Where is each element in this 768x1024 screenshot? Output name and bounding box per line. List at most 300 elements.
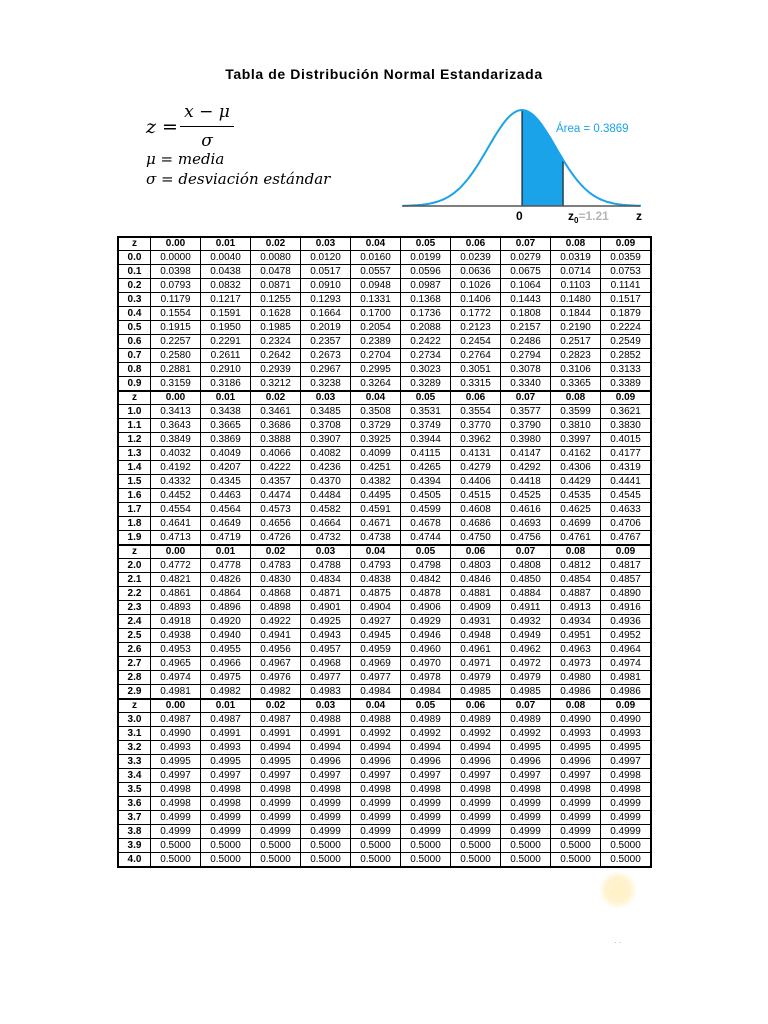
probability-cell: 0.3665 — [201, 419, 251, 433]
table-row — [118, 839, 651, 853]
probability-cell: 0.4564 — [201, 503, 251, 517]
probability-cell: 0.4821 — [151, 573, 201, 587]
probability-cell: 0.4686 — [451, 517, 501, 531]
probability-cell: 0.4983 — [301, 685, 351, 700]
probability-cell: 0.4995 — [251, 755, 301, 769]
probability-cell: 0.3686 — [251, 419, 301, 433]
probability-cell: 0.4582 — [301, 503, 351, 517]
probability-cell: 0.4996 — [351, 755, 401, 769]
probability-cell: 0.4656 — [251, 517, 301, 531]
probability-cell: 0.3729 — [351, 419, 401, 433]
probability-cell: 0.4918 — [151, 615, 201, 629]
header-cell: 0.02 — [251, 699, 301, 713]
header-cell: 0.00 — [151, 545, 201, 559]
probability-cell: 0.1255 — [251, 293, 301, 307]
probability-cell: 0.5000 — [201, 839, 251, 853]
normal-curve-figure — [400, 100, 650, 225]
probability-cell: 0.0478 — [251, 265, 301, 279]
probability-cell: 0.5000 — [601, 853, 652, 868]
header-cell: 0.01 — [201, 391, 251, 405]
probability-cell: 0.0517 — [301, 265, 351, 279]
probability-cell: 0.4236 — [301, 461, 351, 475]
probability-cell: 0.4881 — [451, 587, 501, 601]
z-value-cell: 2.1 — [118, 573, 151, 587]
probability-cell: 0.0319 — [551, 251, 601, 265]
probability-cell: 0.0753 — [601, 265, 652, 279]
z-value-cell: 1.8 — [118, 517, 151, 531]
z-value-cell: 1.7 — [118, 503, 151, 517]
table-row — [118, 783, 651, 797]
probability-cell: 0.0636 — [451, 265, 501, 279]
probability-cell: 0.4975 — [201, 671, 251, 685]
probability-cell: 0.3944 — [401, 433, 451, 447]
probability-cell: 0.0359 — [601, 251, 652, 265]
header-cell: 0.08 — [551, 699, 601, 713]
probability-cell: 0.5000 — [251, 839, 301, 853]
probability-cell: 0.2910 — [201, 363, 251, 377]
probability-cell: 0.4996 — [301, 755, 351, 769]
mean-definition: μ = media — [146, 150, 225, 168]
probability-cell: 0.4890 — [601, 587, 652, 601]
probability-cell: 0.3438 — [201, 405, 251, 419]
probability-cell: 0.3264 — [351, 377, 401, 392]
probability-cell: 0.4608 — [451, 503, 501, 517]
table-row — [118, 671, 651, 685]
probability-cell: 0.4319 — [601, 461, 652, 475]
probability-cell: 0.4974 — [151, 671, 201, 685]
probability-cell: 0.3925 — [351, 433, 401, 447]
z-value-cell: 3.6 — [118, 797, 151, 811]
probability-cell: 0.4974 — [601, 657, 652, 671]
header-cell: 0.02 — [251, 545, 301, 559]
probability-cell: 0.4964 — [601, 643, 652, 657]
probability-cell: 0.2673 — [301, 349, 351, 363]
z-value-cell: 1.4 — [118, 461, 151, 475]
z-value-cell: 0.3 — [118, 293, 151, 307]
probability-cell: 0.0080 — [251, 251, 301, 265]
probability-cell: 0.4906 — [401, 601, 451, 615]
probability-cell: 0.4940 — [201, 629, 251, 643]
probability-cell: 0.2454 — [451, 335, 501, 349]
probability-cell: 0.4599 — [401, 503, 451, 517]
probability-cell: 0.2357 — [301, 335, 351, 349]
probability-cell: 0.4994 — [351, 741, 401, 755]
probability-cell: 0.2704 — [351, 349, 401, 363]
probability-cell: 0.2734 — [401, 349, 451, 363]
probability-cell: 0.4382 — [351, 475, 401, 489]
probability-cell: 0.4082 — [301, 447, 351, 461]
probability-cell: 0.4904 — [351, 601, 401, 615]
probability-cell: 0.4978 — [401, 671, 451, 685]
probability-cell: 0.2019 — [301, 321, 351, 335]
probability-cell: 0.4788 — [301, 559, 351, 573]
probability-cell: 0.0910 — [301, 279, 351, 293]
header-cell: 0.05 — [401, 699, 451, 713]
header-row — [118, 391, 651, 405]
probability-cell: 0.4887 — [551, 587, 601, 601]
table-row — [118, 433, 651, 447]
table-row — [118, 293, 651, 307]
probability-cell: 0.4988 — [351, 713, 401, 727]
probability-cell: 0.0871 — [251, 279, 301, 293]
probability-cell: 0.2852 — [601, 349, 652, 363]
probability-cell: 0.2190 — [551, 321, 601, 335]
probability-cell: 0.4990 — [551, 713, 601, 727]
table-block — [118, 545, 651, 699]
probability-cell: 0.4998 — [251, 783, 301, 797]
table-row — [118, 419, 651, 433]
z-value-cell: 2.6 — [118, 643, 151, 657]
probability-cell: 0.4838 — [351, 573, 401, 587]
probability-cell: 0.5000 — [301, 853, 351, 868]
z-value-cell: 3.9 — [118, 839, 151, 853]
probability-cell: 0.4846 — [451, 573, 501, 587]
probability-cell: 0.4976 — [251, 671, 301, 685]
probability-cell: 0.4992 — [501, 727, 551, 741]
probability-cell: 0.4871 — [301, 587, 351, 601]
probability-cell: 0.1293 — [301, 293, 351, 307]
probability-cell: 0.4573 — [251, 503, 301, 517]
probability-cell: 0.4649 — [201, 517, 251, 531]
probability-cell: 0.0199 — [401, 251, 451, 265]
probability-cell: 0.0557 — [351, 265, 401, 279]
probability-cell: 0.4525 — [501, 489, 551, 503]
header-cell: 0.08 — [551, 237, 601, 251]
probability-cell: 0.4936 — [601, 615, 652, 629]
probability-cell: 0.4744 — [401, 531, 451, 546]
probability-cell: 0.4115 — [401, 447, 451, 461]
probability-cell: 0.3365 — [551, 377, 601, 392]
probability-cell: 0.4861 — [151, 587, 201, 601]
header-cell: 0.05 — [401, 237, 451, 251]
table-row — [118, 727, 651, 741]
probability-cell: 0.2794 — [501, 349, 551, 363]
probability-cell: 0.4418 — [501, 475, 551, 489]
probability-cell: 0.2054 — [351, 321, 401, 335]
probability-cell: 0.4920 — [201, 615, 251, 629]
z-value-cell: 2.0 — [118, 559, 151, 573]
probability-cell: 0.4997 — [301, 769, 351, 783]
probability-cell: 0.4706 — [601, 517, 652, 531]
probability-cell: 0.4901 — [301, 601, 351, 615]
header-cell: 0.01 — [201, 237, 251, 251]
probability-cell: 0.4999 — [501, 825, 551, 839]
probability-cell: 0.4997 — [551, 769, 601, 783]
header-cell: 0.07 — [501, 237, 551, 251]
probability-cell: 0.4554 — [151, 503, 201, 517]
probability-cell: 0.4147 — [501, 447, 551, 461]
probability-cell: 0.4998 — [201, 797, 251, 811]
z-value-cell: 1.3 — [118, 447, 151, 461]
probability-cell: 0.4987 — [251, 713, 301, 727]
table-row — [118, 755, 651, 769]
table-row — [118, 769, 651, 783]
probability-cell: 0.1985 — [251, 321, 301, 335]
probability-cell: 0.4251 — [351, 461, 401, 475]
z-value-cell: 1.6 — [118, 489, 151, 503]
probability-cell: 0.4664 — [301, 517, 351, 531]
header-row — [118, 237, 651, 251]
probability-cell: 0.4985 — [451, 685, 501, 700]
table-row — [118, 531, 651, 546]
probability-cell: 0.4999 — [351, 797, 401, 811]
z-value-cell: 1.2 — [118, 433, 151, 447]
probability-cell: 0.4989 — [501, 713, 551, 727]
table-row — [118, 503, 651, 517]
probability-cell: 0.4981 — [151, 685, 201, 700]
z-value-cell: 1.9 — [118, 531, 151, 546]
probability-cell: 0.4778 — [201, 559, 251, 573]
probability-cell: 0.2257 — [151, 335, 201, 349]
probability-cell: 0.4932 — [501, 615, 551, 629]
z-value-cell: 4.0 — [118, 853, 151, 868]
probability-cell: 0.1406 — [451, 293, 501, 307]
z-table — [117, 236, 652, 868]
probability-cell: 0.1443 — [501, 293, 551, 307]
probability-cell: 0.4719 — [201, 531, 251, 546]
probability-cell: 0.4972 — [501, 657, 551, 671]
probability-cell: 0.3599 — [551, 405, 601, 419]
probability-cell: 0.0160 — [351, 251, 401, 265]
probability-cell: 0.0398 — [151, 265, 201, 279]
probability-cell: 0.4993 — [601, 727, 652, 741]
header-cell: 0.02 — [251, 237, 301, 251]
probability-cell: 0.2517 — [551, 335, 601, 349]
probability-cell: 0.5000 — [451, 839, 501, 853]
probability-cell: 0.4162 — [551, 447, 601, 461]
probability-cell: 0.4767 — [601, 531, 652, 546]
zero-label: 0 — [516, 209, 523, 223]
formula-lhs: z = — [146, 116, 178, 138]
probability-cell: 0.4999 — [151, 825, 201, 839]
z-value-cell: 3.7 — [118, 811, 151, 825]
probability-cell: 0.4925 — [301, 615, 351, 629]
header-z-cell: z — [118, 237, 151, 251]
table-row — [118, 811, 651, 825]
z-value-cell: 3.4 — [118, 769, 151, 783]
probability-cell: 0.4966 — [201, 657, 251, 671]
probability-cell: 0.4969 — [351, 657, 401, 671]
header-cell: 0.03 — [301, 237, 351, 251]
table-block — [118, 699, 651, 867]
probability-cell: 0.3461 — [251, 405, 301, 419]
probability-cell: 0.4495 — [351, 489, 401, 503]
probability-cell: 0.2549 — [601, 335, 652, 349]
probability-cell: 0.4633 — [601, 503, 652, 517]
probability-cell: 0.4960 — [401, 643, 451, 657]
cursor-highlight — [598, 871, 638, 909]
probability-cell: 0.5000 — [501, 853, 551, 868]
probability-cell: 0.4999 — [201, 811, 251, 825]
header-cell: 0.04 — [351, 391, 401, 405]
probability-cell: 0.4999 — [451, 825, 501, 839]
probability-cell: 0.4961 — [451, 643, 501, 657]
probability-cell: 0.4979 — [451, 671, 501, 685]
probability-cell: 0.4998 — [601, 783, 652, 797]
probability-cell: 0.4981 — [601, 671, 652, 685]
probability-cell: 0.3389 — [601, 377, 652, 392]
probability-cell: 0.4927 — [351, 615, 401, 629]
header-cell: 0.00 — [151, 237, 201, 251]
probability-cell: 0.4306 — [551, 461, 601, 475]
probability-cell: 0.4997 — [351, 769, 401, 783]
probability-cell: 0.3413 — [151, 405, 201, 419]
probability-cell: 0.5000 — [601, 839, 652, 853]
probability-cell: 0.4997 — [501, 769, 551, 783]
probability-cell: 0.4826 — [201, 573, 251, 587]
area-label: Área = 0.3869 — [556, 123, 629, 135]
probability-cell: 0.4962 — [501, 643, 551, 657]
z-value-cell: 0.9 — [118, 377, 151, 392]
probability-cell: 0.4332 — [151, 475, 201, 489]
probability-cell: 0.4999 — [301, 811, 351, 825]
probability-cell: 0.3830 — [601, 419, 652, 433]
table-row — [118, 377, 651, 392]
probability-cell: 0.4991 — [201, 727, 251, 741]
header-cell: 0.06 — [451, 699, 501, 713]
probability-cell: 0.4131 — [451, 447, 501, 461]
probability-cell: 0.4893 — [151, 601, 201, 615]
header-cell: 0.06 — [451, 237, 501, 251]
header-cell: 0.06 — [451, 391, 501, 405]
probability-cell: 0.2611 — [201, 349, 251, 363]
probability-cell: 0.1591 — [201, 307, 251, 321]
probability-cell: 0.3770 — [451, 419, 501, 433]
probability-cell: 0.1026 — [451, 279, 501, 293]
probability-cell: 0.4545 — [601, 489, 652, 503]
probability-cell: 0.4463 — [201, 489, 251, 503]
probability-cell: 0.4986 — [551, 685, 601, 700]
probability-cell: 0.2881 — [151, 363, 201, 377]
z-value-cell: 2.2 — [118, 587, 151, 601]
probability-cell: 0.0239 — [451, 251, 501, 265]
probability-cell: 0.1736 — [401, 307, 451, 321]
probability-cell: 0.4641 — [151, 517, 201, 531]
probability-cell: 0.3907 — [301, 433, 351, 447]
probability-cell: 0.4970 — [401, 657, 451, 671]
probability-cell: 0.0279 — [501, 251, 551, 265]
table-row — [118, 461, 651, 475]
probability-cell: 0.4995 — [201, 755, 251, 769]
probability-cell: 0.4987 — [201, 713, 251, 727]
z-value-cell: 2.3 — [118, 601, 151, 615]
probability-cell: 0.4991 — [251, 727, 301, 741]
formula-numerator: x − μ — [184, 102, 230, 122]
table-row — [118, 601, 651, 615]
table-row — [118, 643, 651, 657]
probability-cell: 0.4850 — [501, 573, 551, 587]
table-row — [118, 825, 651, 839]
probability-cell: 0.4394 — [401, 475, 451, 489]
probability-cell: 0.4842 — [401, 573, 451, 587]
probability-cell: 0.4996 — [501, 755, 551, 769]
table-row — [118, 475, 651, 489]
probability-cell: 0.5000 — [301, 839, 351, 853]
probability-cell: 0.5000 — [401, 839, 451, 853]
probability-cell: 0.2642 — [251, 349, 301, 363]
probability-cell: 0.4977 — [301, 671, 351, 685]
probability-cell: 0.4989 — [451, 713, 501, 727]
probability-cell: 0.1368 — [401, 293, 451, 307]
probability-cell: 0.4999 — [601, 811, 652, 825]
probability-cell: 0.4985 — [501, 685, 551, 700]
header-cell: 0.01 — [201, 699, 251, 713]
probability-cell: 0.4756 — [501, 531, 551, 546]
probability-cell: 0.4931 — [451, 615, 501, 629]
probability-cell: 0.4732 — [301, 531, 351, 546]
probability-cell: 0.2157 — [501, 321, 551, 335]
probability-cell: 0.4999 — [351, 811, 401, 825]
probability-cell: 0.4370 — [301, 475, 351, 489]
z-value-cell: 3.1 — [118, 727, 151, 741]
table-row — [118, 307, 651, 321]
header-cell: 0.09 — [601, 391, 652, 405]
header-cell: 0.03 — [301, 545, 351, 559]
header-z-cell: z — [118, 699, 151, 713]
probability-cell: 0.4998 — [201, 783, 251, 797]
probability-cell: 0.4857 — [601, 573, 652, 587]
probability-cell: 0.4999 — [551, 811, 601, 825]
probability-cell: 0.4345 — [201, 475, 251, 489]
probability-cell: 0.5000 — [201, 853, 251, 868]
probability-cell: 0.4474 — [251, 489, 301, 503]
probability-cell: 0.3340 — [501, 377, 551, 392]
probability-cell: 0.4996 — [451, 755, 501, 769]
probability-cell: 0.0040 — [201, 251, 251, 265]
z-value-cell: 1.0 — [118, 405, 151, 419]
probability-cell: 0.4999 — [251, 811, 301, 825]
header-cell: 0.04 — [351, 545, 401, 559]
table-row — [118, 797, 651, 811]
probability-cell: 0.4999 — [251, 797, 301, 811]
probability-cell: 0.4772 — [151, 559, 201, 573]
probability-cell: 0.3508 — [351, 405, 401, 419]
probability-cell: 0.4982 — [251, 685, 301, 700]
probability-cell: 0.0987 — [401, 279, 451, 293]
z-value-cell: 3.3 — [118, 755, 151, 769]
probability-cell: 0.1664 — [301, 307, 351, 321]
probability-cell: 0.4998 — [301, 783, 351, 797]
probability-cell: 0.4812 — [551, 559, 601, 573]
probability-cell: 0.3078 — [501, 363, 551, 377]
page-title: Tabla de Distribución Normal Estandarizada — [225, 66, 543, 82]
z-value-cell: 0.8 — [118, 363, 151, 377]
probability-cell: 0.4995 — [151, 755, 201, 769]
probability-cell: 0.4913 — [551, 601, 601, 615]
z-value-cell: 2.7 — [118, 657, 151, 671]
probability-cell: 0.4992 — [351, 727, 401, 741]
probability-cell: 0.1064 — [501, 279, 551, 293]
header-cell: 0.09 — [601, 237, 652, 251]
probability-cell: 0.4997 — [201, 769, 251, 783]
table-row — [118, 657, 651, 671]
z-value-cell: 0.0 — [118, 251, 151, 265]
probability-cell: 0.4864 — [201, 587, 251, 601]
z-value-cell: 1.1 — [118, 419, 151, 433]
watermark-dots: · · — [614, 938, 622, 947]
header-cell: 0.06 — [451, 545, 501, 559]
probability-cell: 0.4984 — [351, 685, 401, 700]
table-row — [118, 265, 651, 279]
probability-cell: 0.4916 — [601, 601, 652, 615]
probability-cell: 0.4998 — [151, 783, 201, 797]
probability-cell: 0.4934 — [551, 615, 601, 629]
probability-cell: 0.4357 — [251, 475, 301, 489]
table-row — [118, 489, 651, 503]
probability-cell: 0.3980 — [501, 433, 551, 447]
probability-cell: 0.4967 — [251, 657, 301, 671]
probability-cell: 0.4066 — [251, 447, 301, 461]
